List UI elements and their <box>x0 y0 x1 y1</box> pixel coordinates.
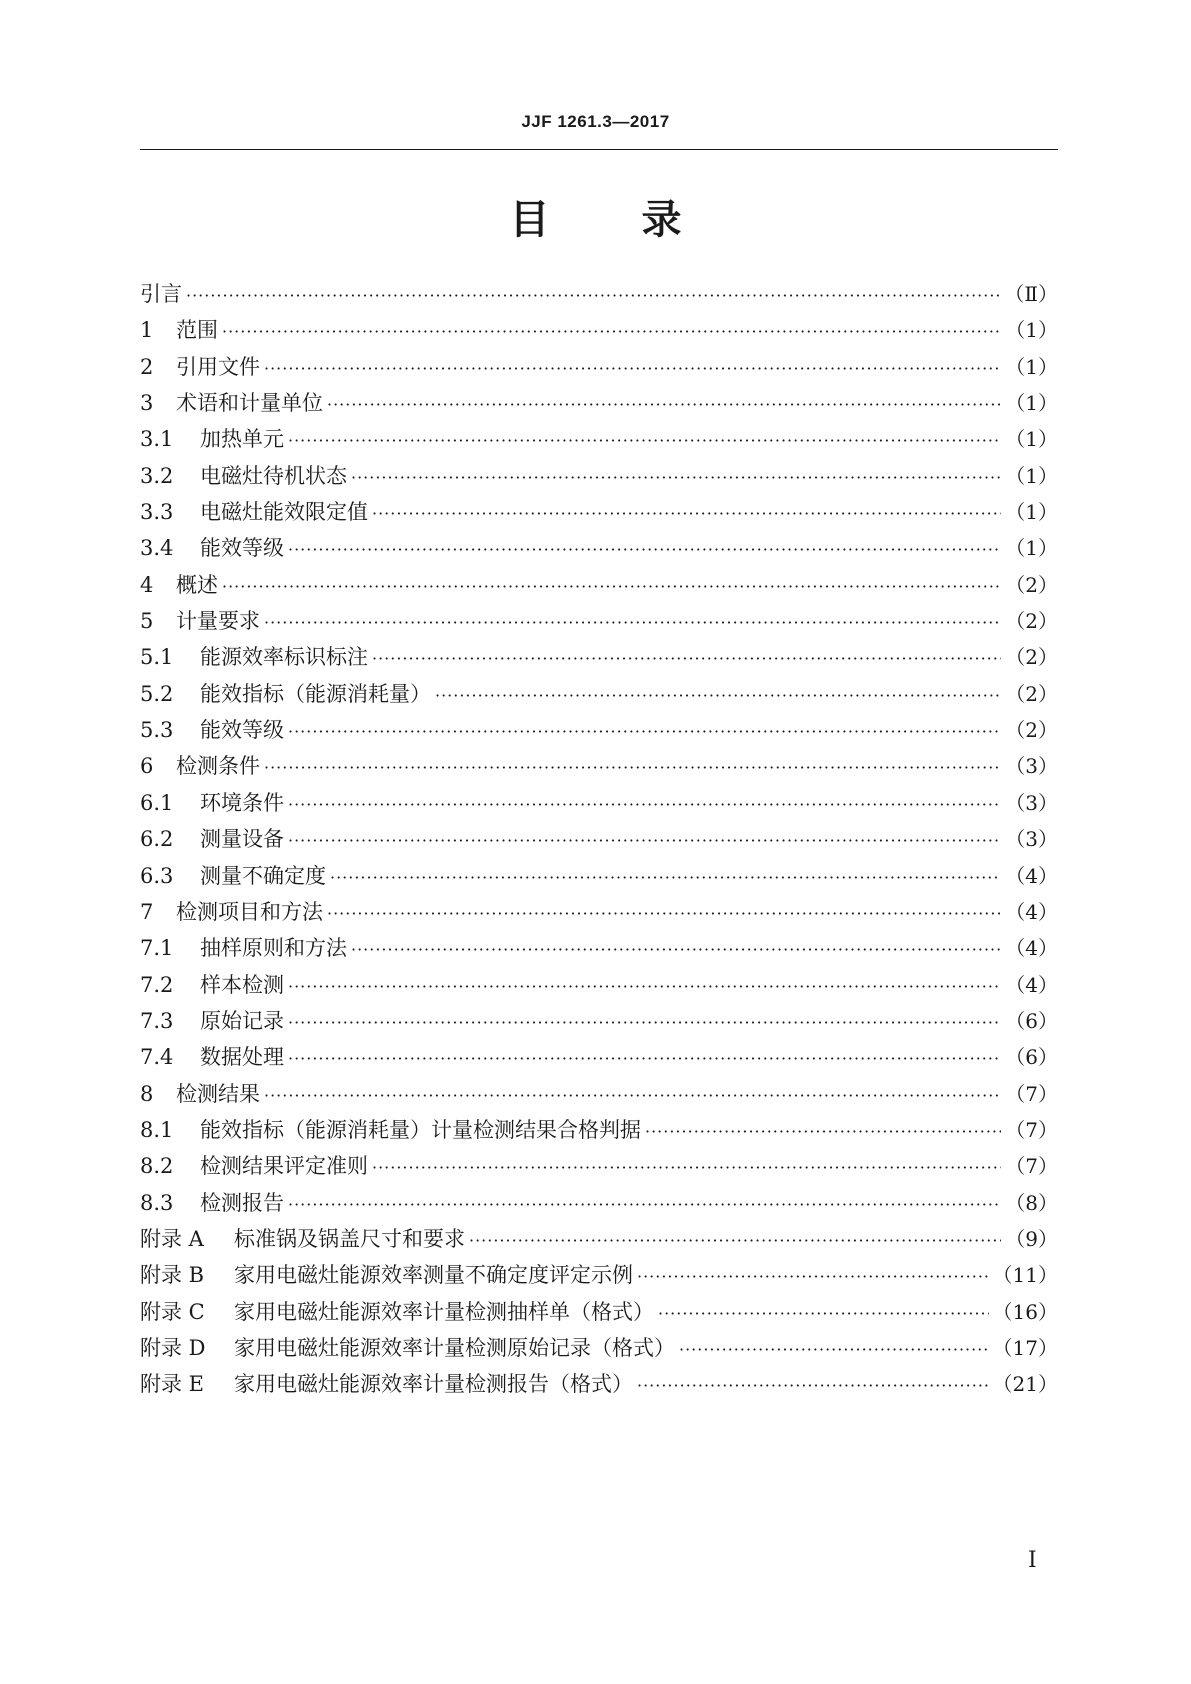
toc-entry-title: 引用文件 <box>176 354 260 379</box>
toc-entry-number: 附录 D <box>140 1335 206 1360</box>
toc-entry-page: （1） <box>1005 463 1058 488</box>
toc-entry-heading <box>140 494 368 530</box>
toc-entry-page: （6） <box>1005 1008 1058 1033</box>
toc-entry-page: （6） <box>1005 1045 1058 1070</box>
toc-entry-title: 家用电磁灶能源效率测量不确定度评定示例 <box>234 1263 633 1288</box>
toc-entry-title: 测量设备 <box>200 827 284 852</box>
toc-entry-title: 概述 <box>176 572 218 597</box>
toc-dot-leader <box>637 1368 989 1404</box>
toc-entry[interactable] <box>140 821 1058 857</box>
toc-entry-title: 检测条件 <box>176 754 260 779</box>
toc-entry-heading <box>140 1112 641 1148</box>
toc-entry-title: 电磁灶待机状态 <box>200 463 347 488</box>
toc-entry[interactable] <box>140 639 1058 675</box>
toc-entry-title: 家用电磁灶能源效率计量检测抽样单（格式） <box>234 1299 654 1324</box>
toc-entry-page: （2） <box>1005 645 1058 670</box>
toc-dot-leader <box>264 605 1001 641</box>
toc-dot-leader <box>435 678 1001 714</box>
toc-entry-heading <box>140 1257 633 1293</box>
title-char-1: 目 <box>509 197 550 243</box>
toc-entry-page: （2） <box>1005 718 1058 743</box>
toc-entry-page: （11） <box>992 1263 1058 1288</box>
toc-entry-number: 6 <box>140 754 154 779</box>
toc-entry-title: 范围 <box>176 318 218 343</box>
toc-entry[interactable] <box>140 1039 1058 1075</box>
toc-entry[interactable] <box>140 603 1058 639</box>
toc-entry-number: 8 <box>140 1081 154 1106</box>
toc-dot-leader <box>222 569 1001 605</box>
toc-entry-number: 7.2 <box>140 972 174 997</box>
toc-entry[interactable] <box>140 1003 1058 1039</box>
toc-entry-page: （1） <box>1005 354 1058 379</box>
toc-entry-title: 家用电磁灶能源效率计量检测报告（格式） <box>234 1372 633 1397</box>
toc-entry[interactable] <box>140 385 1058 421</box>
toc-dot-leader <box>645 1114 1001 1150</box>
toc-dot-leader <box>679 1332 989 1368</box>
toc-entry-heading <box>140 276 182 312</box>
toc-entry-title: 原始记录 <box>200 1008 284 1033</box>
toc-entry[interactable] <box>140 1076 1058 1112</box>
toc-entry-heading <box>140 1294 654 1330</box>
toc-entry-heading <box>140 858 326 894</box>
toc-dot-leader <box>264 351 1001 387</box>
toc-entry[interactable] <box>140 1366 1058 1402</box>
toc-entry-title: 检测项目和方法 <box>176 899 323 924</box>
toc-entry-page: （17） <box>992 1335 1058 1360</box>
toc-dot-leader <box>288 1041 1001 1077</box>
toc-entry[interactable] <box>140 1148 1058 1184</box>
toc-entry-heading <box>140 458 347 494</box>
toc-dot-leader <box>288 787 1001 823</box>
toc-entry-number: 5.2 <box>140 681 174 706</box>
toc-entry-page: （1） <box>1005 318 1058 343</box>
toc-entry-title: 家用电磁灶能源效率计量检测原始记录（格式） <box>234 1335 675 1360</box>
toc-entry-number: 5.1 <box>140 645 174 670</box>
table-of-contents <box>140 276 1058 1403</box>
toc-dot-leader <box>288 1005 1001 1041</box>
toc-dot-leader <box>288 1187 1001 1223</box>
toc-entry-page: （4） <box>1005 863 1058 888</box>
toc-entry-title: 数据处理 <box>200 1045 284 1070</box>
toc-entry-heading <box>140 748 260 784</box>
toc-entry-heading <box>140 967 284 1003</box>
toc-dot-leader <box>372 641 1001 677</box>
toc-entry-page: （1） <box>1005 536 1058 561</box>
toc-entry-number: 7.1 <box>140 936 174 961</box>
header-rule <box>140 149 1058 150</box>
toc-entry[interactable] <box>140 1257 1058 1293</box>
toc-entry-number: 附录 A <box>140 1226 204 1251</box>
toc-entry-page: （3） <box>1005 754 1058 779</box>
toc-entry[interactable] <box>140 349 1058 385</box>
toc-entry-number: 3.1 <box>140 427 174 452</box>
toc-entry-title: 检测报告 <box>200 1190 284 1215</box>
toc-entry[interactable] <box>140 276 1058 312</box>
toc-dot-leader <box>327 387 1001 423</box>
toc-entry-title: 术语和计量单位 <box>176 391 323 416</box>
toc-entry-heading <box>140 676 431 712</box>
toc-entry-title: 能源效率标识标注 <box>200 645 368 670</box>
toc-entry[interactable] <box>140 530 1058 566</box>
toc-entry-title: 能效等级 <box>200 718 284 743</box>
toc-entry-heading <box>140 1076 260 1112</box>
toc-entry-page: （8） <box>1005 1190 1058 1215</box>
toc-entry-page: （4） <box>1005 972 1058 997</box>
toc-entry-page: （4） <box>1005 936 1058 961</box>
toc-entry[interactable] <box>140 1294 1058 1330</box>
toc-entry-number: 5 <box>140 609 154 634</box>
toc-entry-number: 7 <box>140 899 154 924</box>
toc-dot-leader <box>186 278 1000 314</box>
toc-entry-title: 环境条件 <box>200 790 284 815</box>
toc-entry-number: 2 <box>140 354 154 379</box>
toc-entry-number: 6.1 <box>140 790 174 815</box>
toc-entry-page: （21） <box>992 1372 1058 1397</box>
toc-entry-heading <box>140 530 284 566</box>
toc-dot-leader <box>372 496 1001 532</box>
toc-entry-number: 8.3 <box>140 1190 174 1215</box>
toc-entry-heading <box>140 603 260 639</box>
toc-entry[interactable] <box>140 858 1058 894</box>
toc-entry-title: 样本检测 <box>200 972 284 997</box>
toc-entry-heading <box>140 567 218 603</box>
toc-entry-number: 7.3 <box>140 1008 174 1033</box>
toc-entry-page: （2） <box>1005 572 1058 597</box>
toc-entry-number: 附录 C <box>140 1299 205 1324</box>
toc-entry[interactable] <box>140 312 1058 348</box>
toc-entry-number: 6.2 <box>140 827 174 852</box>
page-title <box>0 188 1191 245</box>
toc-dot-leader <box>264 750 1001 786</box>
toc-entry-title: 能效等级 <box>200 536 284 561</box>
toc-entry[interactable] <box>140 494 1058 530</box>
toc-entry-number: 8.2 <box>140 1154 174 1179</box>
toc-entry-heading <box>140 1185 284 1221</box>
toc-entry-number: 附录 B <box>140 1263 205 1288</box>
toc-entry[interactable] <box>140 785 1058 821</box>
toc-dot-leader <box>327 896 1001 932</box>
toc-entry[interactable] <box>140 748 1058 784</box>
toc-dot-leader <box>222 314 1001 350</box>
toc-entry[interactable] <box>140 1221 1058 1257</box>
toc-entry-page: （16） <box>992 1299 1058 1324</box>
toc-entry-title: 计量要求 <box>176 609 260 634</box>
toc-dot-leader <box>637 1259 989 1295</box>
toc-dot-leader <box>330 860 1001 896</box>
toc-entry-heading <box>140 1221 465 1257</box>
toc-entry-page: （1） <box>1005 427 1058 452</box>
toc-dot-leader <box>351 932 1001 968</box>
toc-entry-number: 4 <box>140 572 154 597</box>
toc-entry[interactable] <box>140 712 1058 748</box>
title-char-2: 录 <box>641 197 682 243</box>
toc-entry-heading <box>140 1330 675 1366</box>
toc-entry-heading <box>140 894 323 930</box>
toc-dot-leader <box>288 714 1001 750</box>
toc-entry-heading <box>140 821 284 857</box>
toc-entry-heading <box>140 639 368 675</box>
toc-entry-title: 能效指标（能源消耗量）计量检测结果合格判据 <box>200 1117 641 1142</box>
toc-entry-heading <box>140 421 284 457</box>
toc-entry-title: 能效指标（能源消耗量） <box>200 681 431 706</box>
toc-entry-heading <box>140 930 347 966</box>
toc-entry-page: （9） <box>1005 1226 1058 1251</box>
toc-entry[interactable] <box>140 567 1058 603</box>
toc-entry-title: 标准锅及锅盖尺寸和要求 <box>234 1226 465 1251</box>
toc-entry-page: （7） <box>1005 1081 1058 1106</box>
toc-entry[interactable] <box>140 894 1058 930</box>
toc-entry-heading <box>140 385 323 421</box>
toc-entry-heading <box>140 312 218 348</box>
toc-entry-heading <box>140 349 260 385</box>
toc-entry-title: 电磁灶能效限定值 <box>200 500 368 525</box>
toc-dot-leader <box>288 532 1001 568</box>
toc-entry-page: （2） <box>1005 681 1058 706</box>
toc-entry-page: （4） <box>1005 899 1058 924</box>
toc-entry-page: （2） <box>1005 609 1058 634</box>
toc-entry-heading <box>140 1148 368 1184</box>
toc-entry-title: 测量不确定度 <box>200 863 326 888</box>
page-number: I <box>1028 1548 1037 1573</box>
toc-entry-title: 检测结果评定准则 <box>200 1154 368 1179</box>
toc-entry-page: （7） <box>1005 1154 1058 1179</box>
toc-dot-leader <box>351 460 1001 496</box>
toc-entry[interactable] <box>140 1185 1058 1221</box>
toc-entry[interactable] <box>140 458 1058 494</box>
toc-entry-heading <box>140 1039 284 1075</box>
toc-entry-page: （7） <box>1005 1117 1058 1142</box>
toc-entry-number: 3.3 <box>140 500 174 525</box>
toc-entry-title: 抽样原则和方法 <box>200 936 347 961</box>
toc-entry-heading <box>140 1003 284 1039</box>
toc-entry-number: 5.3 <box>140 718 174 743</box>
toc-entry-heading <box>140 1366 633 1402</box>
toc-entry[interactable] <box>140 967 1058 1003</box>
toc-entry-number: 附录 E <box>140 1372 205 1397</box>
toc-dot-leader <box>372 1150 1001 1186</box>
toc-entry-page: （1） <box>1005 500 1058 525</box>
toc-entry-number: 1 <box>140 318 154 343</box>
toc-entry-number: 3.2 <box>140 463 174 488</box>
toc-entry[interactable] <box>140 1330 1058 1366</box>
toc-entry[interactable] <box>140 930 1058 966</box>
toc-entry-title: 引言 <box>140 282 182 306</box>
toc-entry[interactable] <box>140 676 1058 712</box>
toc-entry-title: 检测结果 <box>176 1081 260 1106</box>
toc-entry[interactable] <box>140 1112 1058 1148</box>
toc-dot-leader <box>658 1296 989 1332</box>
toc-entry-number: 3 <box>140 391 154 416</box>
toc-entry-page: （1） <box>1005 391 1058 416</box>
toc-entry[interactable] <box>140 421 1058 457</box>
toc-dot-leader <box>288 423 1001 459</box>
toc-entry-number: 3.4 <box>140 536 174 561</box>
toc-dot-leader <box>288 823 1001 859</box>
toc-dot-leader <box>469 1223 1001 1259</box>
toc-entry-heading <box>140 712 284 748</box>
toc-entry-heading <box>140 785 284 821</box>
toc-dot-leader <box>264 1078 1001 1114</box>
toc-entry-title: 加热单元 <box>200 427 284 452</box>
toc-dot-leader <box>288 969 1001 1005</box>
toc-entry-number: 7.4 <box>140 1045 174 1070</box>
toc-entry-page: （Ⅱ） <box>1004 282 1058 306</box>
toc-entry-number: 6.3 <box>140 863 174 888</box>
toc-entry-number: 8.1 <box>140 1117 174 1142</box>
toc-entry-page: （3） <box>1005 827 1058 852</box>
standard-code-header: JJF 1261.3—2017 <box>521 112 670 131</box>
toc-entry-page: （3） <box>1005 790 1058 815</box>
